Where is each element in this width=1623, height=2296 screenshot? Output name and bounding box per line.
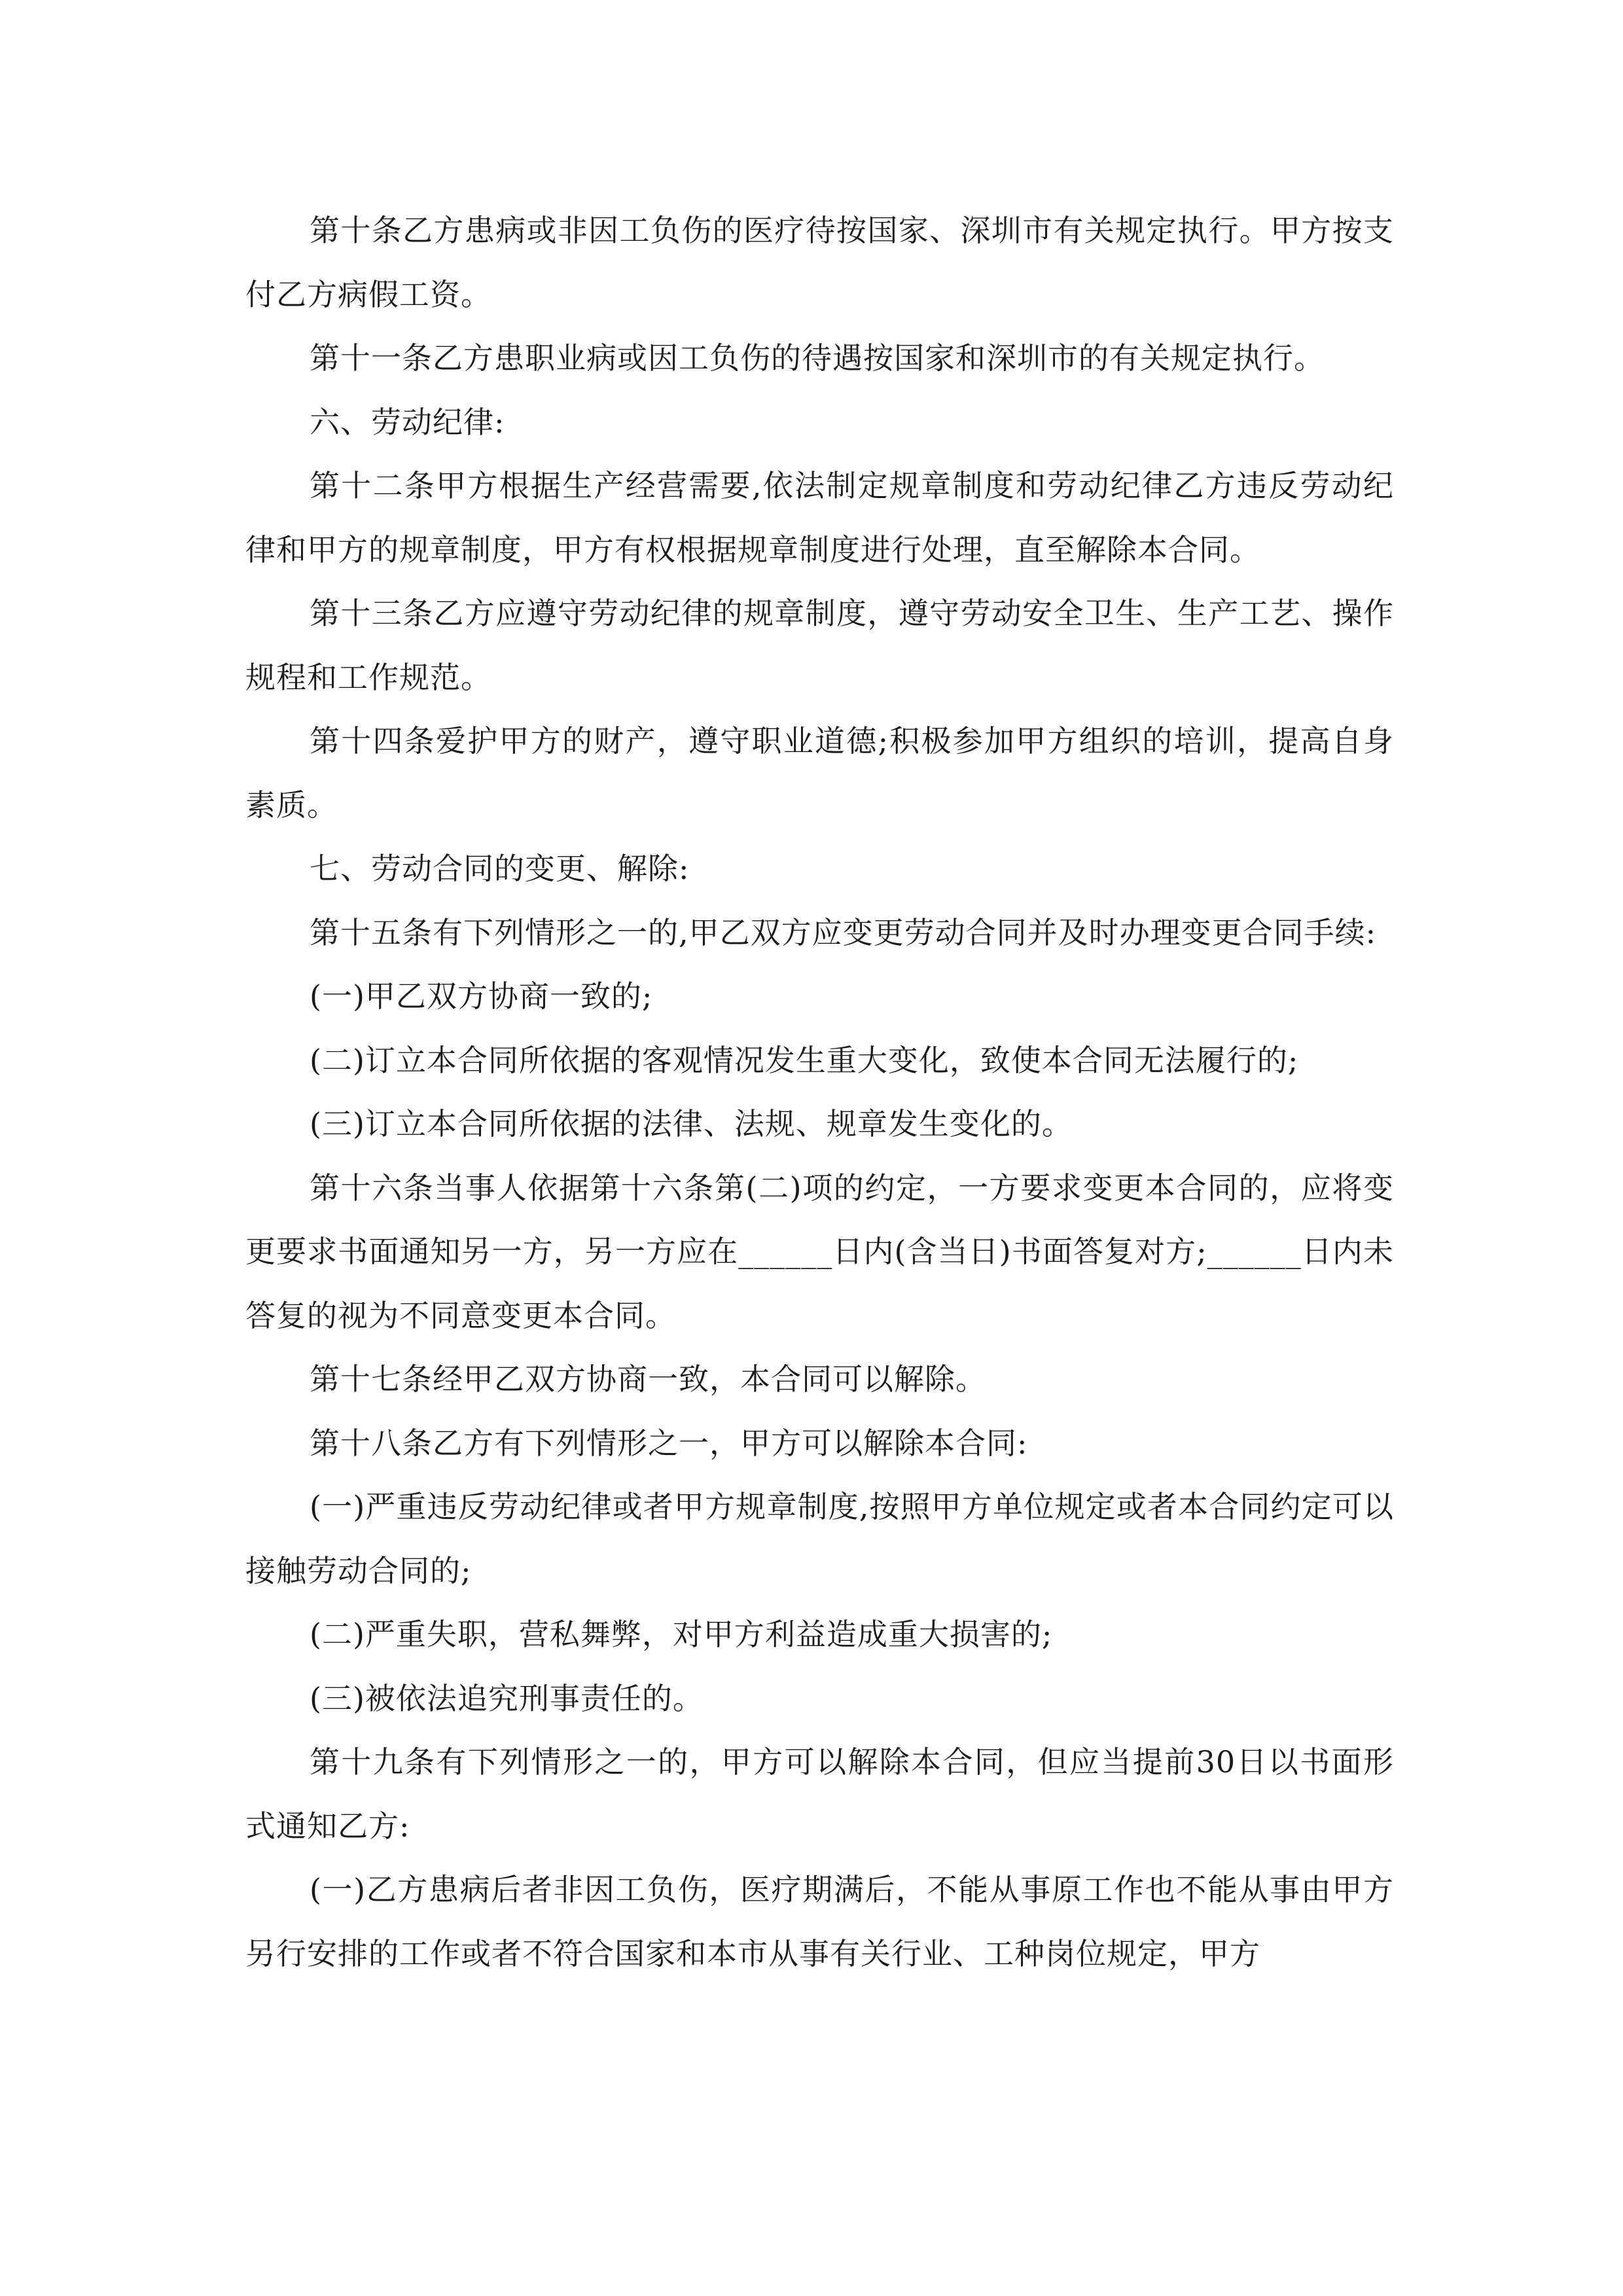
paragraph: 第十四条爱护甲方的财产，遵守职业道德;积极参加甲方组织的培训，提高自身素质。 <box>245 723 1394 823</box>
section-heading: 六、劳动纪律: <box>310 404 505 440</box>
list-item: (一)甲乙双方协商一致的; <box>310 978 653 1014</box>
paragraph: 第十三条乙方应遵守劳动纪律的规章制度，遵守劳动安全卫生、生产工艺、操作规程和工作规范。 <box>245 596 1394 695</box>
paragraph: 第十五条有下列情形之一的,甲乙双方应变更劳动合同并及时办理变更合同手续: <box>310 914 1377 950</box>
document-body <box>245 199 1394 1986</box>
list-item: (一)严重违反劳动纪律或者甲方规章制度,按照甲方单位规定或者本合同约定可以接触劳动合同的; <box>245 1489 1394 1588</box>
paragraph: 第十六条当事人依据第十六条第(二)项的约定，一方要求变更本合同的，应将变更要求书面通知另一方，另一方应在______日内(含当日)书面答复对方;______日内未答复的视为不同意变更本合同。 <box>245 1170 1394 1333</box>
paragraph: 第十八条乙方有下列情形之一，甲方可以解除本合同: <box>310 1425 1028 1461</box>
paragraph: 第十九条有下列情形之一的，甲方可以解除本合同，但应当提前30日以书面形式通知乙方: <box>245 1744 1394 1844</box>
list-item: (二)订立本合同所依据的客观情况发生重大变化，致使本合同无法履行的; <box>310 1042 1299 1078</box>
list-item: (三)订立本合同所依据的法律、法规、规章发生变化的。 <box>310 1106 1073 1141</box>
paragraph: 第十七条经甲乙双方协商一致，本合同可以解除。 <box>310 1361 986 1397</box>
list-item: (一)乙方患病后者非因工负伤，医疗期满后，不能从事原工作也不能从事由甲方另行安排的工作或者不符合国家和本市从事有关行业、工种岗位规定，甲方 <box>245 1872 1394 1971</box>
list-item: (三)被依法追究刑事责任的。 <box>310 1680 704 1716</box>
paragraph: 第十条乙方患病或非因工负伤的医疗待按国家、深圳市有关规定执行。甲方按支付乙方病假工资。 <box>245 213 1394 312</box>
list-item: (二)严重失职，营私舞弊，对甲方利益造成重大损害的; <box>310 1617 1053 1652</box>
section-heading: 七、劳动合同的变更、解除: <box>310 851 690 886</box>
paragraph: 第十一条乙方患职业病或因工负伤的待遇按国家和深圳市的有关规定执行。 <box>310 340 1325 376</box>
paragraph: 第十二条甲方根据生产经营需要,依法制定规章制度和劳动纪律乙方违反劳动纪律和甲方的规章制度，甲方有权根据规章制度进行处理，直至解除本合同。 <box>245 468 1394 567</box>
